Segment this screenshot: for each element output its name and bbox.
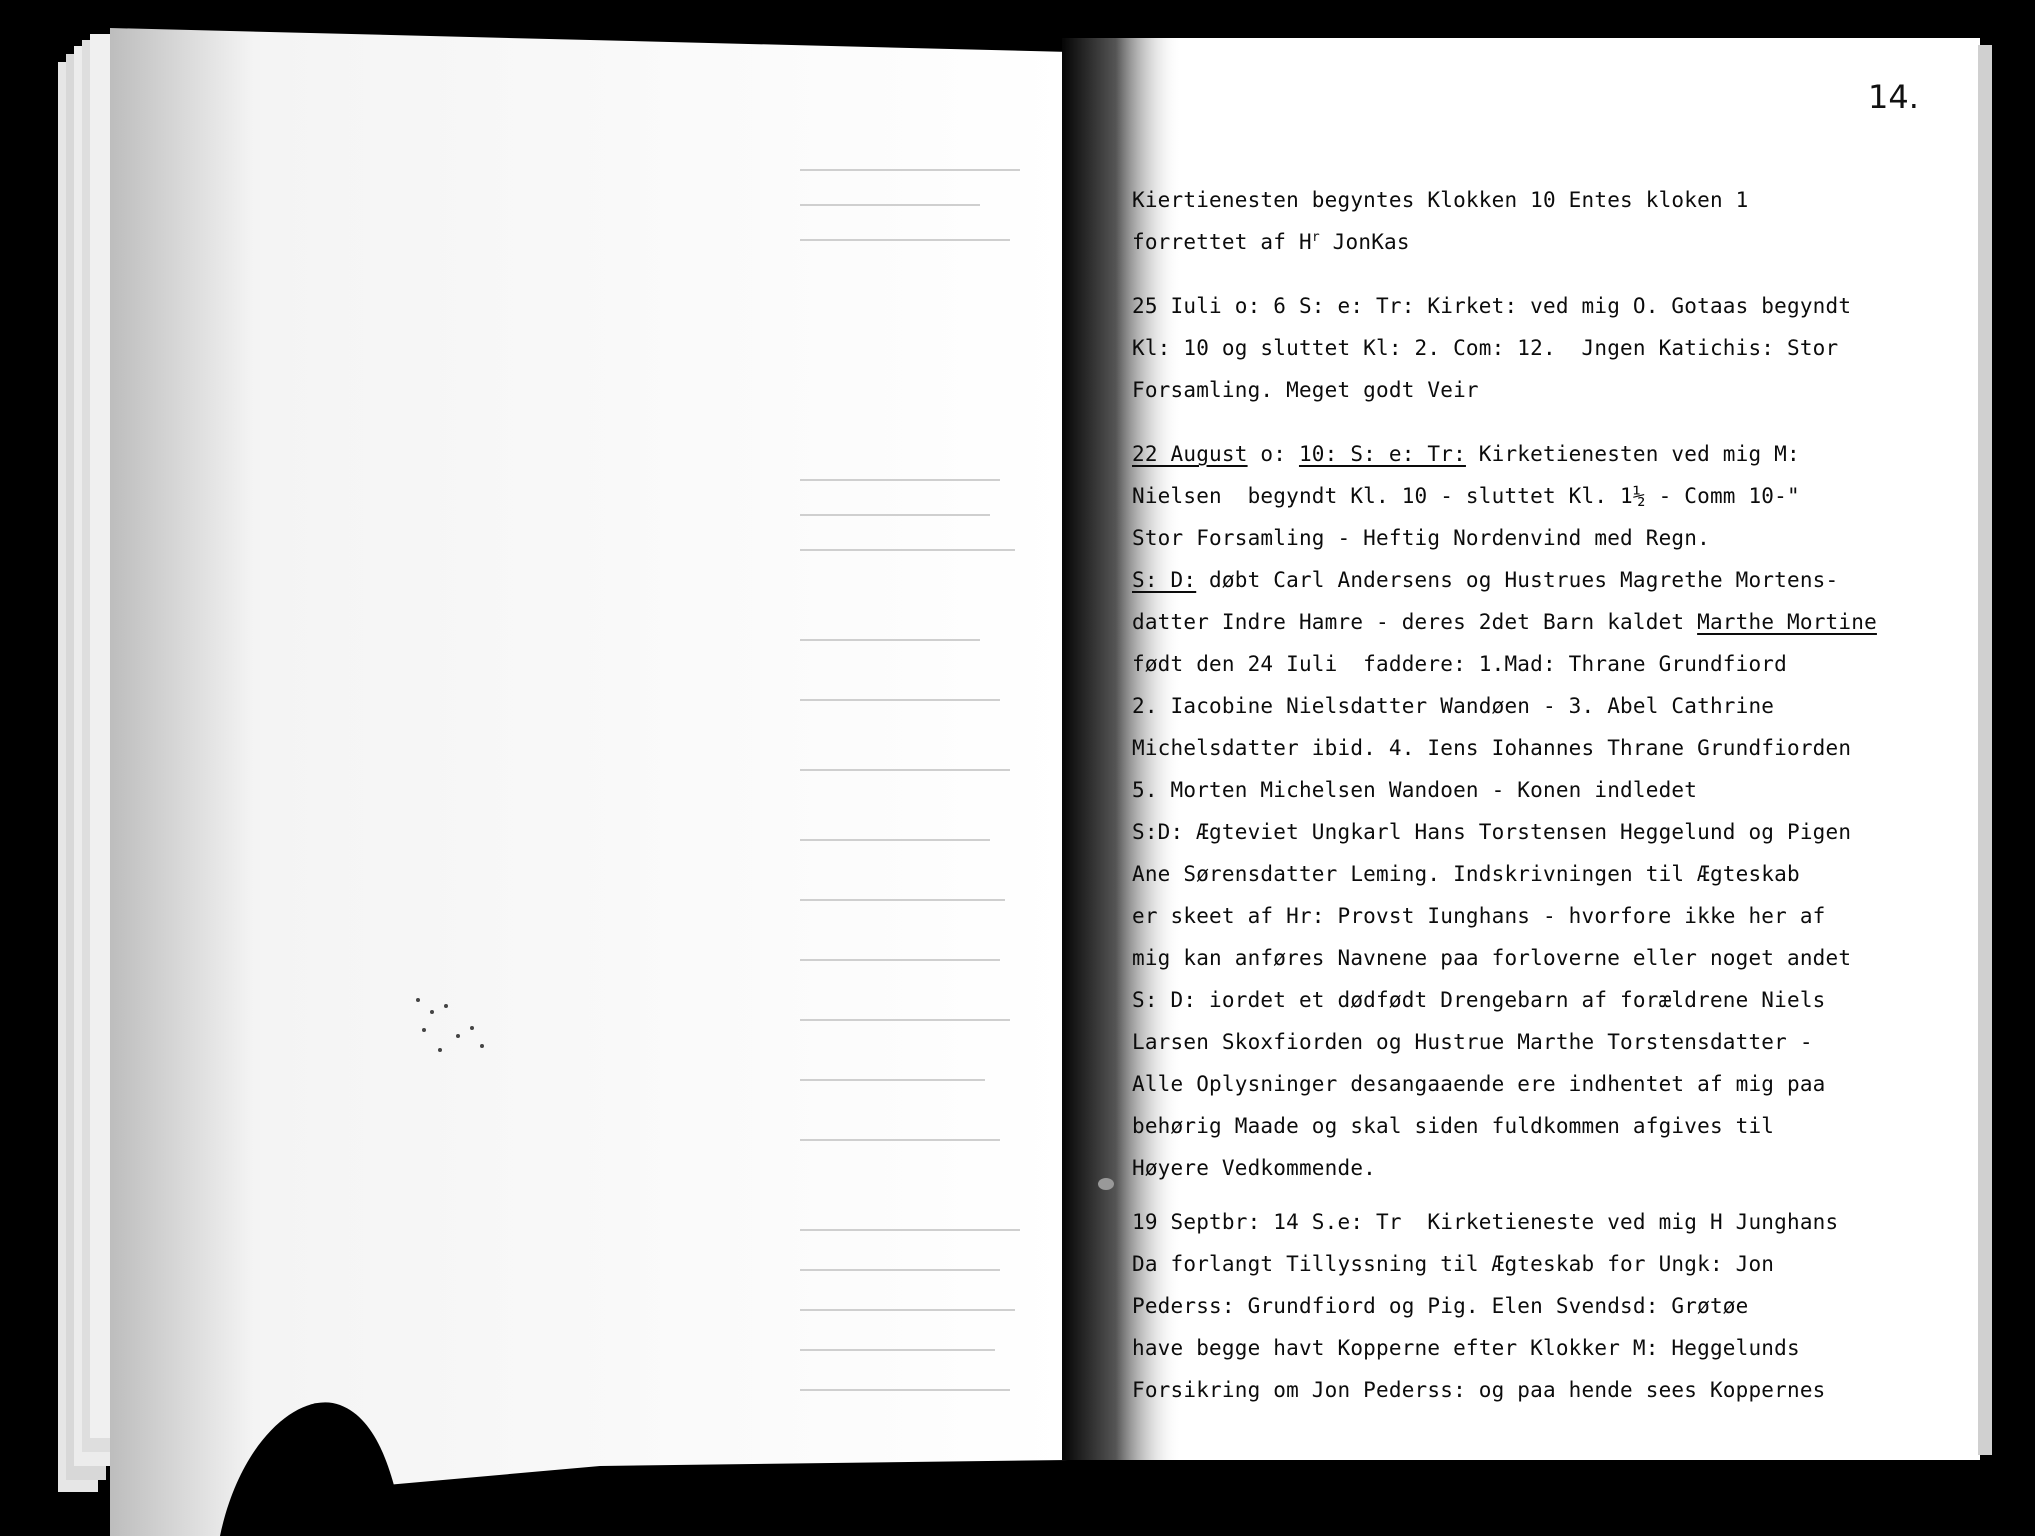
- text-line: mig kan anføres Navnene paa forloverne eller noget andet: [1132, 946, 1852, 970]
- text-line: Kiertienesten begyntes Klokken 10 Entes kloken 1: [1132, 188, 1749, 212]
- line-segment: datter Indre Hamre - deres 2det Barn kaldet: [1132, 610, 1698, 634]
- superscript: r: [1311, 230, 1320, 245]
- text-line: [1132, 442, 1800, 466]
- text-line: 5. Morten Michelsen Wandoen - Konen indledet: [1132, 778, 1698, 802]
- right-page-edge: [1978, 45, 1992, 1455]
- text-line: [1132, 568, 1838, 592]
- text-line: Stor Forsamling - Heftig Nordenvind med Regn.: [1132, 526, 1710, 550]
- line-segment: døbt Carl Andersens og Hustrues Magrethe Mortens-: [1196, 568, 1839, 592]
- page-number: 14.: [1868, 78, 1919, 116]
- text-line: Michelsdatter ibid. 4. Iens Iohannes Thrane Grundfiorden: [1132, 736, 1852, 760]
- text-line: 25 Iuli o: 6 S: e: Tr: Kirket: ved mig O. Gotaas begyndt: [1132, 294, 1852, 318]
- text-line: have begge havt Kopperne efter Klokker M: Heggelunds: [1132, 1336, 1800, 1360]
- text-line: Alle Oplysninger desangaaende ere indhentet af mig paa: [1132, 1072, 1826, 1096]
- line-segment: JonKas: [1319, 230, 1410, 254]
- text-line: Kl: 10 og sluttet Kl: 2. Com: 12. Jngen Katichis: Stor: [1132, 336, 1839, 360]
- underlined-name: Marthe Mortine: [1697, 610, 1877, 634]
- line-segment: Kirketienesten ved mig M:: [1465, 442, 1800, 466]
- text-line: [1132, 610, 1877, 634]
- text-line: 19 Septbr: 14 S.e: Tr Kirketieneste ved mig H Junghans: [1132, 1210, 1839, 1234]
- text-line: Pederss: Grundfiord og Pig. Elen Svendsd: Grøtøe: [1132, 1294, 1749, 1318]
- text-line: født den 24 Iuli faddere: 1.Mad: Thrane Grundfiord: [1132, 652, 1787, 676]
- underlined-sunday: 10: S: e: Tr:: [1298, 442, 1466, 466]
- underlined-date: 22 August: [1132, 442, 1248, 466]
- text-line: Nielsen begyndt Kl. 10 - sluttet Kl. 1½ - Comm 10-": [1132, 484, 1800, 508]
- line-segment: o:: [1247, 442, 1299, 466]
- ink-blot: [1098, 1178, 1114, 1190]
- text-line: 2. Iacobine Nielsdatter Wandøen - 3. Abel Cathrine: [1132, 694, 1775, 718]
- line-segment: forrettet af H: [1132, 230, 1312, 254]
- text-line: Forsikring om Jon Pederss: og paa hende sees Koppernes: [1132, 1378, 1826, 1402]
- text-line: Forsamling. Meget godt Veir: [1132, 378, 1479, 402]
- text-line: Ane Sørensdatter Leming. Indskrivningen til Ægteskab: [1132, 862, 1800, 886]
- underlined-heading: S: D:: [1132, 568, 1197, 592]
- text-line: S: D: iordet et dødfødt Drengebarn af forældrene Niels: [1132, 988, 1826, 1012]
- text-line: Da forlangt Tillyssning til Ægteskab for Ungk: Jon: [1132, 1252, 1775, 1276]
- text-line: behørig Maade og skal siden fuldkommen afgives til: [1132, 1114, 1775, 1138]
- text-line: Høyere Vedkommende.: [1132, 1156, 1377, 1180]
- text-line: S:D: Ægteviet Ungkarl Hans Torstensen Heggelund og Pigen: [1132, 820, 1852, 844]
- text-line: [1132, 230, 1410, 254]
- text-line: Larsen Skoxfiorden og Hustrue Marthe Torstensdatter -: [1132, 1030, 1813, 1054]
- text-line: er skeet af Hr: Provst Iunghans - hvorfore ikke her af: [1132, 904, 1826, 928]
